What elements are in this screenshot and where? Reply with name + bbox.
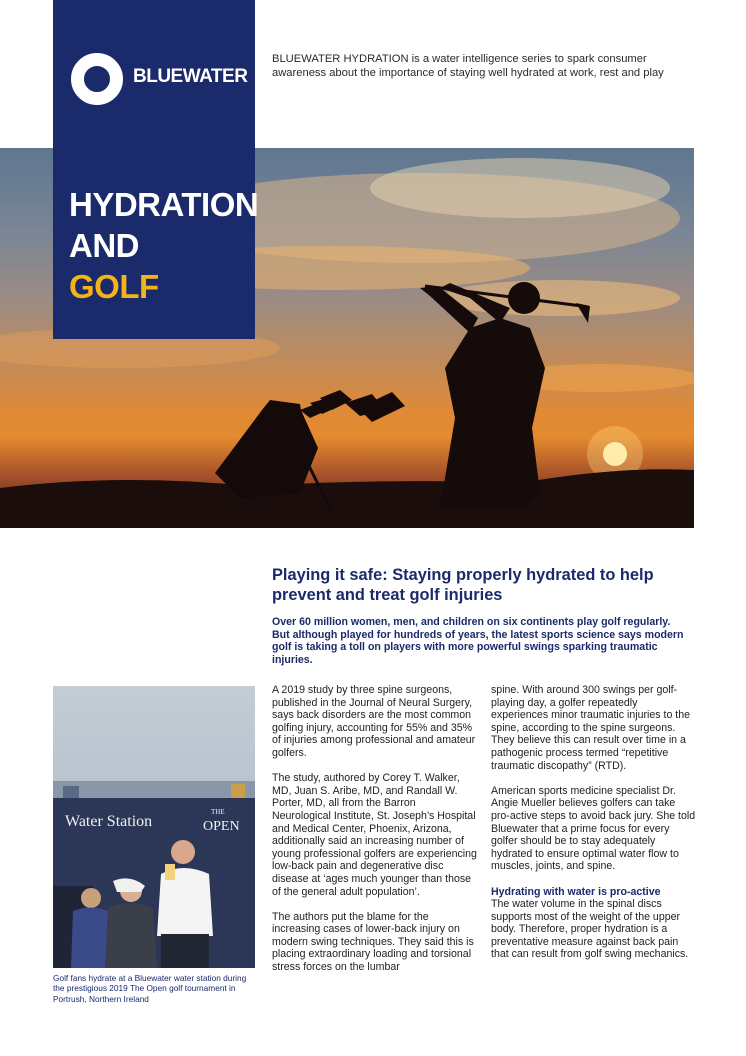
article-lead: Over 60 million women, men, and children on six continents play golf regularly. But although played for hundreds of years, the latest sports science says modern golf is taking a toll on players with more powerful swings sparking traumatic injuries.	[272, 616, 684, 666]
open-logo: OPEN	[203, 819, 240, 834]
title-panel	[53, 0, 259, 339]
sign-text: Water Station	[65, 813, 153, 830]
water-station-photo	[53, 686, 255, 968]
brand-logo-text: BLUEWATER	[133, 66, 248, 87]
series-intro: BLUEWATER HYDRATION is a water intelligence series to spark consumer awareness about the importance of staying well hydrated at work, rest and play	[272, 53, 664, 79]
page-title	[69, 184, 258, 307]
photo-caption: Golf fans hydrate at a Bluewater water station during the prestigious 2019 The Open golf tournament in Portrush, Northern Ireland	[53, 973, 247, 1004]
title-line-1: HYDRATION	[69, 186, 259, 223]
paragraph: American sports medicine specialist Dr. Angie Mueller believes golfers can take pro-active steps to avoid back jury. She told Bluewater that a prime focus for every golfer should be to stay adequately hydrated to ensure optimal water flow to muscles, joints, and spine.	[491, 784, 696, 873]
article-column-1	[272, 684, 477, 986]
subheading: Hydrating with water is pro-active	[491, 885, 661, 898]
paragraph: The authors put the blame for the increasing cases of lower-back injury on modern swing techniques. They said this is placing extraordinary loading and torsional stress forces on the lumbar	[272, 910, 474, 974]
ring-logo-icon	[71, 53, 123, 105]
title-line-2: AND	[69, 227, 139, 264]
article-column-2	[491, 684, 697, 974]
paragraph: The water volume in the spinal discs supports most of the weight of the upper body. Therefore, proper hydration is a preventative measure against back pain that can result from golf swing mechanics.	[491, 898, 689, 961]
title-line-3: GOLF	[69, 268, 159, 305]
article-heading: Playing it safe: Staying properly hydrated to help prevent and treat golf injuries	[272, 566, 654, 604]
paragraph: The study, authored by Corey T. Walker, MD, Juan S. Aribe, MD, and Randall W. Porter, MD, all from the Barron Neurological Institute, St. Joseph’s Hospital and Medical Center, Phoenix, Arizona, additionally said an increasing number of young professional golfers are experiencing low-back pain and degenerative disc disease at ‘ages much younger than those of the general adult population’.	[272, 772, 477, 898]
open-logo-small: THE	[211, 808, 225, 816]
paragraph: A 2019 study by three spine surgeons, published in the Journal of Neural Surgery, says back disorders are the most common golfing injury, accounting for 55% and 35% of injuries among professional and amateur golfers.	[272, 684, 476, 759]
paragraph: spine. With around 300 swings per golf-playing day, a golfer repeatedly experiences minor traumatic injuries to the spine, according to the spine surgeons. They believe this can result over time in a pathogenic process termed “repetitive traumatic discopathy” (RTD).	[491, 684, 691, 772]
